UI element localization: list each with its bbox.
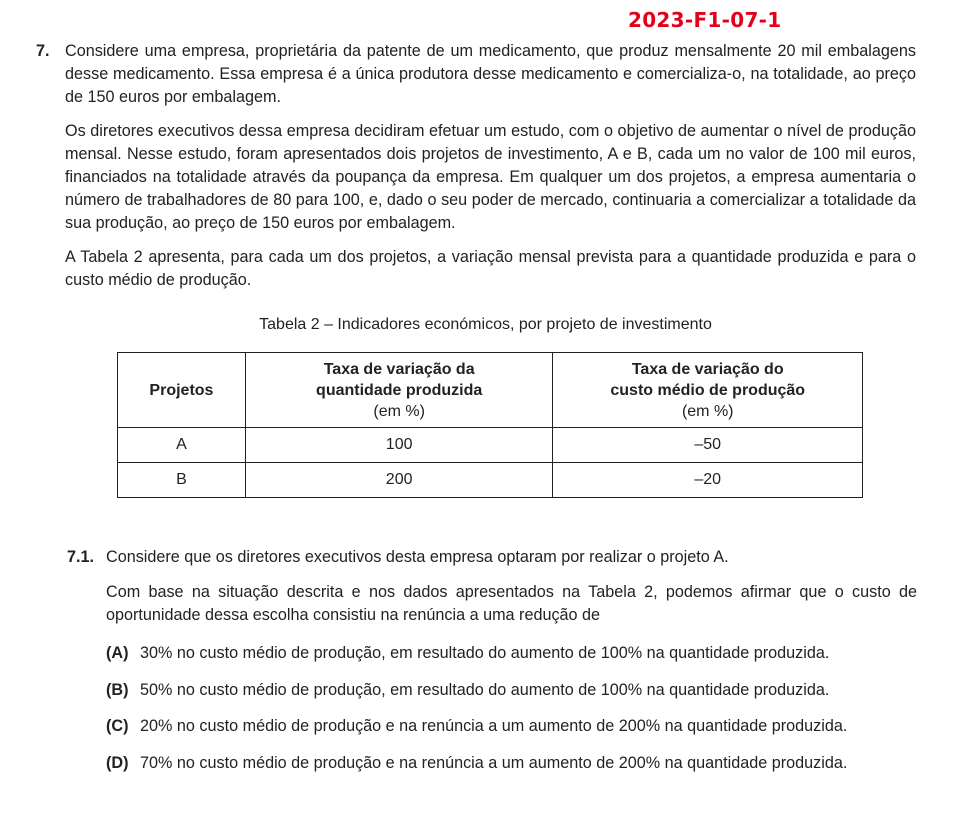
header-quantity-rate — [245, 353, 553, 428]
cell-project: B — [118, 463, 246, 498]
subquestion-block — [67, 546, 917, 788]
cell-cost: –50 — [553, 428, 863, 463]
question-number: 7. — [36, 42, 50, 60]
header-cost-line2: custo médio de produção — [610, 381, 806, 399]
header-cost-unit: (em %) — [681, 402, 734, 420]
option-key: (A) — [106, 644, 129, 663]
header-quantity-line2: quantidade produzida — [316, 381, 483, 399]
table-row — [118, 428, 863, 463]
option-key: (D) — [106, 753, 129, 772]
question-paragraph-1: Considere uma empresa, proprietária da patente de um medicamento, que produz mensalmente 20 mil embalagens desse medicamento. Essa empresa é a única produtora desse medicamento e comercializa-o, na totalidade, ao preço de 150 euros por embalagem. — [65, 42, 916, 106]
option-key: (C) — [106, 717, 129, 736]
option-d[interactable] — [106, 752, 917, 789]
table-header-row — [118, 353, 863, 428]
answer-options — [67, 642, 917, 788]
option-text: 20% no custo médio de produção e na renúncia a um aumento de 200% na quantidade produzida. — [140, 717, 848, 736]
cell-quantity: 200 — [245, 463, 553, 498]
header-quantity-unit: (em %) — [373, 402, 425, 420]
header-cost-rate — [553, 353, 863, 428]
option-text: 70% no custo médio de produção e na renúncia a um aumento de 200% na quantidade produzida. — [140, 753, 848, 772]
table-row — [118, 463, 863, 498]
question-block — [36, 40, 916, 292]
header-quantity-line1: Taxa de variação da — [323, 360, 475, 378]
cell-project: A — [118, 428, 246, 463]
header-cost-line1: Taxa de variação do — [631, 360, 784, 378]
header-projects: Projetos — [118, 353, 246, 428]
cell-cost: –20 — [553, 463, 863, 498]
question-paragraph-2: Os diretores executivos dessa empresa decidiram efetuar um estudo, com o objetivo de aumentar o nível de produção mensal. Nesse estudo, foram apresentados dois projetos de investimento, A e B, cada um no valor de 100 mil euros, financiados na totalidade através da poupança da empresa. Em qualquer um dos projetos, a empresa aumentaria o número de trabalhadores de 80 para 100, e, dado o seu poder de mercado, continuaria a comercializar a totalidade da sua produção, ao preço de 150 euros por embalagem. — [65, 122, 916, 232]
subquestion-statement: Considere que os diretores executivos desta empresa optaram por realizar o projeto A. — [106, 548, 729, 566]
subquestion-paragraph: Com base na situação descrita e nos dados apresentados na Tabela 2, podemos afirmar que o custo de oportunidade dessa escolha consistiu na renúncia a uma redução de — [106, 582, 917, 624]
option-text: 30% no custo médio de produção, em resultado do aumento de 100% na quantidade produzida. — [140, 644, 830, 663]
option-b[interactable] — [106, 679, 917, 716]
table-caption: Tabela 2 – Indicadores económicos, por projeto de investimento — [259, 316, 712, 333]
cell-quantity: 100 — [245, 428, 553, 463]
indicators-table — [117, 352, 863, 498]
option-text: 50% no custo médio de produção, em resultado do aumento de 100% na quantidade produzida. — [140, 680, 830, 699]
option-a[interactable] — [106, 642, 917, 679]
exam-code-label: 2023-F1-07-1 — [628, 8, 782, 32]
subquestion-number: 7.1. — [67, 548, 95, 566]
option-key: (B) — [106, 680, 129, 699]
option-c[interactable] — [106, 715, 917, 752]
question-paragraph-3: A Tabela 2 apresenta, para cada um dos projetos, a variação mensal prevista para a quantidade produzida e para o custo médio de produção. — [65, 248, 916, 290]
